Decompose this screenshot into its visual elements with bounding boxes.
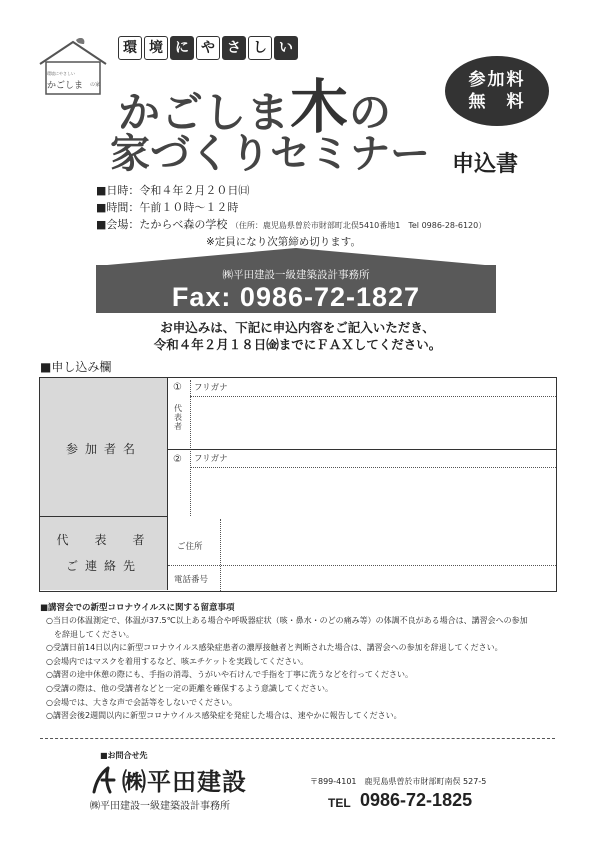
fax-banner (96, 265, 496, 313)
contact-label-cell (40, 517, 168, 590)
title-kagoshima: かごしま (118, 88, 291, 137)
company-logo-icon (92, 766, 118, 794)
participants-label: 参加者名 (65, 442, 142, 456)
participant-2-name-field[interactable] (192, 469, 554, 515)
divider (190, 467, 556, 468)
notes-title: ■講習会での新型コロナウイルスに関する留意事項 (40, 603, 235, 613)
application-form (39, 377, 557, 592)
badge-line-1: 参加料 (468, 70, 526, 90)
fax-number: Fax: 0986-72-1827 (171, 282, 421, 312)
divider (190, 396, 556, 397)
tagline (118, 36, 298, 60)
banner-roof (96, 248, 496, 266)
cut-line (40, 738, 555, 739)
tel-number: 0986-72-1825 (360, 790, 473, 810)
tagline-char: に (170, 36, 194, 60)
participant-1-name-field[interactable] (192, 398, 554, 446)
note-item: ○会場では、大きな声で会話等をしないでください。 (46, 697, 237, 707)
representative-label: 代 表 者 (56, 533, 152, 547)
title-suffix: 申込書 (452, 152, 519, 177)
notes-list (46, 614, 566, 723)
tagline-char: 環 (118, 36, 142, 60)
request-line-1: お申込みは、下記に申込内容をご記入いただき、 (160, 320, 435, 335)
divider (190, 380, 191, 516)
divider (168, 449, 556, 450)
tagline-char: 境 (144, 36, 168, 60)
event-venue-row (96, 216, 486, 234)
note-item: ○受講の際は、他の受講者などと一定の距離を確保するよう意識してください。 (46, 683, 333, 693)
company-subname: ㈱平田建設一級建築設計事務所 (90, 801, 230, 812)
furigana-label: フリガナ (194, 454, 228, 464)
logo-small-text: 環境にやさしい (47, 71, 75, 76)
title-line-2: 家づくりセミナー (110, 130, 430, 177)
request-line-2: 令和４年２月１８日㈮までにＦＡＸしてください。 (153, 337, 442, 352)
note-item: ○会場内ではマスクを着用するなど、咳エチケットを実践してください。 (46, 656, 309, 666)
participants-label-cell (40, 378, 168, 517)
phone-label: 電話番号 (174, 575, 209, 585)
note-item: を辞退してください。 (46, 629, 134, 639)
postal-address: 〒899-4101 鹿児島県曽於市財部町南俣 527-5 (310, 777, 487, 786)
participant-1-number: ① (173, 382, 182, 393)
title-ki: 木 (290, 73, 350, 141)
note-item: ○受講日前14日以内に新型コロナウイルス感染症患者の濃厚接触者と判断された場合は、講習会への参加を辞退してください。 (46, 643, 503, 653)
contact-title: ■お問合せ先 (100, 751, 148, 760)
event-info (96, 182, 486, 234)
note-item: ○当日の体温測定で、体温が37.5℃以上ある場合や呼吸器症状（咳・鼻水・のどの痛み等）の体調不良がある場合は、講習会への参加 (46, 616, 528, 625)
tagline-char: や (196, 36, 220, 60)
tagline-char: し (248, 36, 272, 60)
address-field[interactable] (222, 520, 554, 564)
divider (168, 565, 556, 566)
event-venue-address: （住所：鹿児島県曽於市財部町北俣5410番地1 Tel 0986-28-6120） (230, 221, 487, 230)
form-section-title: ■申し込み欄 (40, 360, 112, 374)
tagline-char: さ (222, 36, 246, 60)
divider (220, 519, 221, 591)
tel-label: TEL (328, 796, 351, 810)
fax-office: ㈱平田建設一級建築設計事務所 (222, 269, 370, 281)
representative-mark: 代表者 (174, 404, 182, 431)
address-label: ご住所 (177, 542, 203, 552)
contact-label: ご連絡先 (65, 559, 142, 573)
logo-text: かごしま (47, 81, 84, 91)
capacity-note: ※定員になり次第締め切ります。 (206, 236, 361, 248)
event-venue: ■会場：たからべ森の学校 (96, 218, 228, 231)
free-badge (445, 56, 549, 126)
participant-2-number: ② (173, 454, 182, 465)
furigana-label: フリガナ (194, 383, 228, 393)
title-no: の (349, 88, 393, 137)
event-time: ■時間：午前１０時〜１２時 (96, 201, 239, 214)
logo-tail-text: の家 (90, 82, 101, 88)
tagline-char: い (274, 36, 298, 60)
note-item: ○講習の途中休憩の際にも、手指の消毒、うがいや石けんで手指を丁寧に洗うなどを行ってください。 (46, 670, 413, 680)
badge-line-2: 無 料 (468, 92, 526, 112)
event-date: ■日時：令和４年２月２０日㈰ (96, 184, 250, 197)
phone-field[interactable] (222, 567, 554, 589)
note-item: ○講習会後2週間以内に新型コロナウイルス感染症を発症した場合は、速やかに報告してください。 (46, 711, 402, 721)
company-name: ㈱平田建設 (122, 767, 247, 796)
